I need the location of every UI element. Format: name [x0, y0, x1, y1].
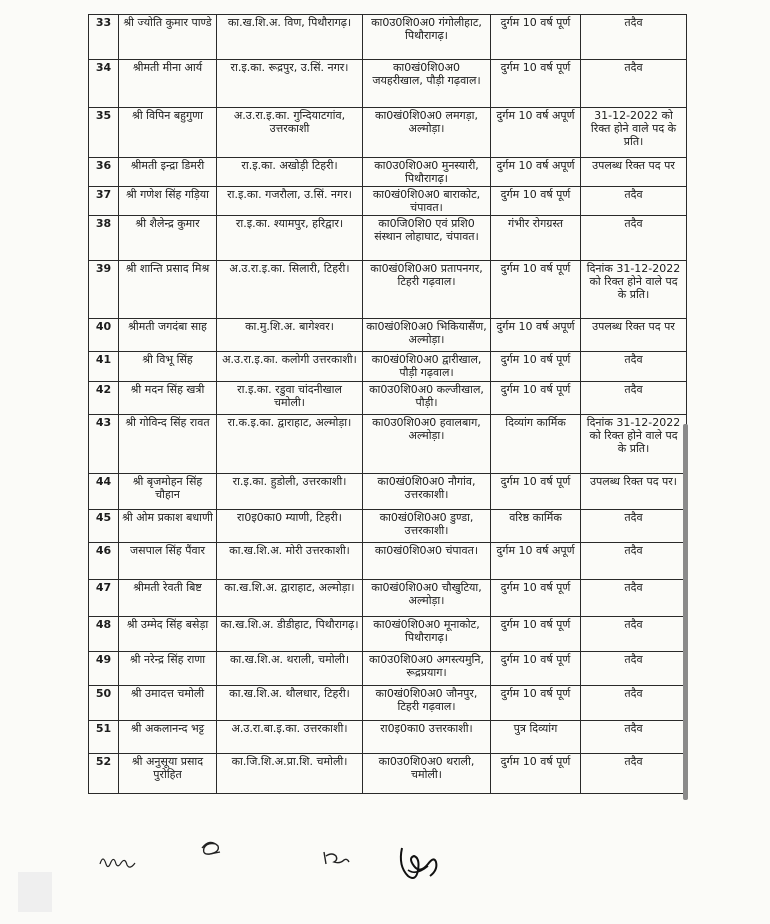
table-row [89, 352, 687, 382]
current-posting-cell: का.ख.शि.अ. विण, पिथौरागढ़। [217, 15, 363, 60]
current-posting-cell: अ.उ.रा.इ.का. सिलारी, टिहरी। [217, 261, 363, 319]
transfer-reason-cell: दिव्यांग कार्मिक [491, 415, 581, 474]
current-posting-cell: अ.उ.रा.इ.का. गुन्दियाटगांव, उत्तरकाशी [217, 108, 363, 158]
current-posting-cell: रा0इ0का0 म्याणी, टिहरी। [217, 510, 363, 543]
transfer-reason-cell: दुर्गम 10 वर्ष पूर्ण [491, 261, 581, 319]
table-row [89, 543, 687, 580]
serial-number-cell: 42 [89, 382, 119, 415]
serial-number-cell: 39 [89, 261, 119, 319]
remark-cell: तदैव [581, 652, 687, 686]
transfer-posting-cell: का0खं0शि0अ0 लमगड़ा, अल्मोड़ा। [363, 108, 491, 158]
transfer-posting-cell: का0उ0शि0अ0 गंगोलीहाट, पिथौरागढ़। [363, 15, 491, 60]
table-row [89, 261, 687, 319]
table-row [89, 474, 687, 510]
employee-name-cell: श्रीमती जगदंबा साह [119, 319, 217, 352]
employee-name-cell: श्री शैलेन्द्र कुमार [119, 216, 217, 261]
table-row [89, 652, 687, 686]
employee-name-cell: श्रीमती मीना आर्य [119, 60, 217, 108]
transfer-posting-cell: का0जि0शि0 एवं प्रशि0 संस्थान लोहाघाट, चंपावत। [363, 216, 491, 261]
remark-cell: दिनांक 31-12-2022 को रिक्त होने वाले पद के प्रति। [581, 261, 687, 319]
remark-cell: तदैव [581, 754, 687, 794]
serial-number-cell: 35 [89, 108, 119, 158]
serial-number-cell: 44 [89, 474, 119, 510]
employee-name-cell: श्रीमती इन्द्रा डिमरी [119, 158, 217, 187]
transfer-reason-cell: दुर्गम 10 वर्ष अपूर्ण [491, 158, 581, 187]
transfer-reason-cell: दुर्गम 10 वर्ष पूर्ण [491, 580, 581, 617]
signature-3-image [320, 846, 356, 872]
serial-number-cell: 47 [89, 580, 119, 617]
serial-number-cell: 43 [89, 415, 119, 474]
transfer-posting-cell: का0खं0शि0अ0 चंपावत। [363, 543, 491, 580]
serial-number-cell: 40 [89, 319, 119, 352]
remark-cell: तदैव [581, 382, 687, 415]
table-row [89, 60, 687, 108]
current-posting-cell: रा.इ.का. हुडोली, उत्तरकाशी। [217, 474, 363, 510]
employee-name-cell: श्री अनुसूया प्रसाद पुरोहित [119, 754, 217, 794]
transfer-reason-cell: दुर्गम 10 वर्ष अपूर्ण [491, 108, 581, 158]
table-row [89, 216, 687, 261]
serial-number-cell: 36 [89, 158, 119, 187]
transfer-posting-cell: का0खं0शि0अ0 जौनपुर, टिहरी गढ़वाल। [363, 686, 491, 721]
signature-4-image [394, 840, 444, 896]
table-row [89, 415, 687, 474]
transfer-reason-cell: दुर्गम 10 वर्ष पूर्ण [491, 187, 581, 216]
transfer-posting-cell: का0खं0शि0अ0 जयहरीखाल, पौड़ी गढ़वाल। [363, 60, 491, 108]
table-row [89, 617, 687, 652]
current-posting-cell: रा.इ.का. रूद्रपुर, उ.सिं. नगर। [217, 60, 363, 108]
transfer-posting-cell: का0उ0शि0अ0 मुनस्यारी, पिथौरागढ़। [363, 158, 491, 187]
transfer-posting-cell: का0खं0शि0अ0 भिकियासैंण, अल्मोड़ा। [363, 319, 491, 352]
table-row [89, 382, 687, 415]
transfer-posting-cell: का0खं0शि0अ0 द्वारीखाल, पौड़ी गढ़वाल। [363, 352, 491, 382]
transfer-posting-cell: का0खं0शि0अ0 बाराकोट, चंपावत। [363, 187, 491, 216]
current-posting-cell: का.ख.शि.अ. थौलधार, टिहरी। [217, 686, 363, 721]
current-posting-cell: का.ख.शि.अ. डीडीहाट, पिथौरागढ़। [217, 617, 363, 652]
serial-number-cell: 38 [89, 216, 119, 261]
serial-number-cell: 45 [89, 510, 119, 543]
serial-number-cell: 41 [89, 352, 119, 382]
current-posting-cell: का.ख.शि.अ. थराली, चमोली। [217, 652, 363, 686]
remark-cell: तदैव [581, 15, 687, 60]
transfer-reason-cell: दुर्गम 10 वर्ष पूर्ण [491, 382, 581, 415]
transfer-reason-cell: दुर्गम 10 वर्ष पूर्ण [491, 754, 581, 794]
table-row [89, 721, 687, 754]
employee-name-cell: श्री गोविन्द सिंह रावत [119, 415, 217, 474]
signature-1-image [96, 848, 146, 874]
table-row [89, 754, 687, 794]
transfer-reason-cell: गंभीर रोगग्रस्त [491, 216, 581, 261]
transfer-posting-cell: का0खं0शि0अ0 डुण्डा, उत्तरकाशी। [363, 510, 491, 543]
scrollbar-thumb[interactable] [683, 424, 688, 800]
transfer-reason-cell: पुत्र दिव्यांग [491, 721, 581, 754]
table-row [89, 580, 687, 617]
transfer-posting-cell: का0उ0शि0अ0 हवालबाग, अल्मोड़ा। [363, 415, 491, 474]
current-posting-cell: रा.इ.का. अखोड़ी टिहरी। [217, 158, 363, 187]
transfer-reason-cell: दुर्गम 10 वर्ष पूर्ण [491, 474, 581, 510]
current-posting-cell: अ.उ.रा.बा.इ.का. उत्तरकाशी। [217, 721, 363, 754]
current-posting-cell: रा.इ.का. गजरौला, उ.सिं. नगर। [217, 187, 363, 216]
serial-number-cell: 48 [89, 617, 119, 652]
remark-cell: तदैव [581, 617, 687, 652]
transfer-reason-cell: दुर्गम 10 वर्ष पूर्ण [491, 352, 581, 382]
current-posting-cell: अ.उ.रा.इ.का. कलोगी उत्तरकाशी। [217, 352, 363, 382]
serial-number-cell: 33 [89, 15, 119, 60]
transfer-posting-cell: का0उ0शि0अ0 कल्जीखाल, पौड़ी। [363, 382, 491, 415]
remark-cell: तदैव [581, 60, 687, 108]
current-posting-cell: रा.इ.का. रडुवा चांदनीखाल चमोली। [217, 382, 363, 415]
employee-name-cell: श्री उम्मेद सिंह बसेड़ा [119, 617, 217, 652]
remark-cell: तदैव [581, 352, 687, 382]
employee-name-cell: श्रीमती रेवती बिष्ट [119, 580, 217, 617]
employee-name-cell: जसपाल सिंह पैंवार [119, 543, 217, 580]
table-row [89, 686, 687, 721]
remark-cell: तदैव [581, 686, 687, 721]
serial-number-cell: 52 [89, 754, 119, 794]
transfer-posting-cell: का0खं0शि0अ0 प्रतापनगर, टिहरी गढ़वाल। [363, 261, 491, 319]
transfer-reason-cell: वरिष्ठ कार्मिक [491, 510, 581, 543]
employee-name-cell: श्री मदन सिंह खत्री [119, 382, 217, 415]
remark-cell: तदैव [581, 187, 687, 216]
serial-number-cell: 51 [89, 721, 119, 754]
remark-cell: उपलब्ध रिक्त पद पर। [581, 474, 687, 510]
remark-cell: 31-12-2022 को रिक्त होने वाले पद के प्रति। [581, 108, 687, 158]
current-posting-cell: का.ख.शि.अ. मोरी उत्तरकाशी। [217, 543, 363, 580]
serial-number-cell: 37 [89, 187, 119, 216]
employee-name-cell: श्री उमादत्त चमोली [119, 686, 217, 721]
employee-name-cell: श्री बृजमोहन सिंह चौहान [119, 474, 217, 510]
employee-name-cell: श्री गणेश सिंह गड़िया [119, 187, 217, 216]
current-posting-cell: का.मु.शि.अ. बागेश्वर। [217, 319, 363, 352]
employee-name-cell: श्री ज्योति कुमार पाण्डे [119, 15, 217, 60]
remark-cell: दिनांक 31-12-2022 को रिक्त होने वाले पद के प्रति। [581, 415, 687, 474]
employee-name-cell: श्री शान्ति प्रसाद मिश्र [119, 261, 217, 319]
transfer-reason-cell: दुर्गम 10 वर्ष पूर्ण [491, 15, 581, 60]
transfer-posting-cell: रा0इ0का0 उत्तरकाशी। [363, 721, 491, 754]
transfer-reason-cell: दुर्गम 10 वर्ष पूर्ण [491, 652, 581, 686]
employee-name-cell: श्री विभू सिंह [119, 352, 217, 382]
signature-2-image [196, 834, 226, 858]
table-row [89, 158, 687, 187]
table-row [89, 319, 687, 352]
transfer-list-table [88, 14, 687, 794]
remark-cell: उपलब्ध रिक्त पद पर [581, 319, 687, 352]
transfer-posting-cell: का0उ0शि0अ0 अगस्त्यमुनि, रूद्रप्रयाग। [363, 652, 491, 686]
remark-cell: तदैव [581, 543, 687, 580]
current-posting-cell: रा.क.इ.का. द्वाराहाट, अल्मोड़ा। [217, 415, 363, 474]
remark-cell: तदैव [581, 216, 687, 261]
serial-number-cell: 34 [89, 60, 119, 108]
transfer-reason-cell: दुर्गम 10 वर्ष अपूर्ण [491, 543, 581, 580]
table-row [89, 15, 687, 60]
remark-cell: तदैव [581, 510, 687, 543]
transfer-posting-cell: का0उ0शि0अ0 थराली, चमोली। [363, 754, 491, 794]
current-posting-cell: का.जि.शि.अ.प्रा.शि. चमोली। [217, 754, 363, 794]
employee-name-cell: श्री ओम प्रकाश बधाणी [119, 510, 217, 543]
transfer-posting-cell: का0खं0शि0अ0 नौगांव, उत्तरकाशी। [363, 474, 491, 510]
serial-number-cell: 50 [89, 686, 119, 721]
transfer-reason-cell: दुर्गम 10 वर्ष पूर्ण [491, 617, 581, 652]
transfer-posting-cell: का0खं0शि0अ0 चौखुटिया, अल्मोड़ा। [363, 580, 491, 617]
transfer-reason-cell: दुर्गम 10 वर्ष पूर्ण [491, 686, 581, 721]
serial-number-cell: 46 [89, 543, 119, 580]
table-body [89, 15, 687, 794]
transfer-reason-cell: दुर्गम 10 वर्ष पूर्ण [491, 60, 581, 108]
transfer-reason-cell: दुर्गम 10 वर्ष अपूर्ण [491, 319, 581, 352]
remark-cell: तदैव [581, 580, 687, 617]
table-row [89, 187, 687, 216]
serial-number-cell: 49 [89, 652, 119, 686]
table-row [89, 510, 687, 543]
page-corner-shadow [18, 872, 52, 912]
transfer-posting-cell: का0खं0शि0अ0 मूनाकोट, पिथौरागढ़। [363, 617, 491, 652]
remark-cell: तदैव [581, 721, 687, 754]
current-posting-cell: रा.इ.का. श्यामपुर, हरिद्वार। [217, 216, 363, 261]
employee-name-cell: श्री विपिन बहुगुणा [119, 108, 217, 158]
current-posting-cell: का.ख.शि.अ. द्वाराहाट, अल्मोड़ा। [217, 580, 363, 617]
table-row [89, 108, 687, 158]
remark-cell: उपलब्ध रिक्त पद पर [581, 158, 687, 187]
employee-name-cell: श्री अकलानन्द भट्ट [119, 721, 217, 754]
employee-name-cell: श्री नरेन्द्र सिंह राणा [119, 652, 217, 686]
